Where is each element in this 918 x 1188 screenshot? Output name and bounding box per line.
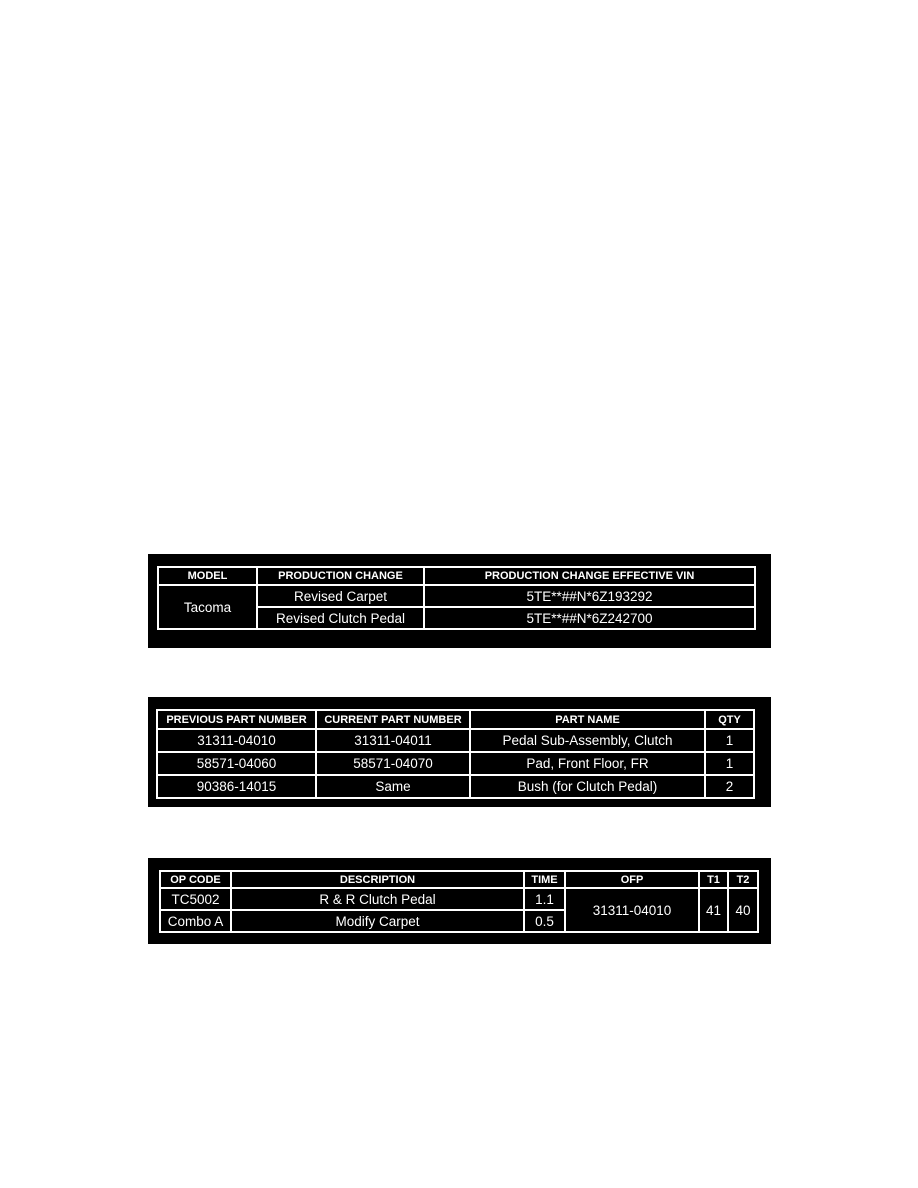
model-cell: Tacoma xyxy=(158,585,257,629)
header-qty: QTY xyxy=(705,710,754,729)
production-change-cell: Revised Carpet xyxy=(257,585,424,607)
parts-table xyxy=(156,709,755,799)
op-code-cell: Combo A xyxy=(160,910,231,932)
effective-vin-cell: 5TE**##N*6Z193292 xyxy=(424,585,755,607)
time-cell: 0.5 xyxy=(524,910,565,932)
table-header-row xyxy=(158,567,755,585)
op-code-cell: TC5002 xyxy=(160,888,231,910)
header-t1: T1 xyxy=(699,871,728,888)
table-header-row xyxy=(157,710,754,729)
header-op-code: OP CODE xyxy=(160,871,231,888)
warranty-panel xyxy=(148,858,771,944)
description-cell: R & R Clutch Pedal xyxy=(231,888,524,910)
production-change-cell: Revised Clutch Pedal xyxy=(257,607,424,629)
production-change-table xyxy=(157,566,756,630)
header-ofp: OFP xyxy=(565,871,699,888)
current-part-number-cell: 31311-04011 xyxy=(316,729,470,752)
header-current-part-number: CURRENT PART NUMBER xyxy=(316,710,470,729)
previous-part-number-cell: 90386-14015 xyxy=(157,775,316,798)
previous-part-number-cell: 31311-04010 xyxy=(157,729,316,752)
header-t2: T2 xyxy=(728,871,758,888)
table-row xyxy=(158,585,755,607)
header-time: TIME xyxy=(524,871,565,888)
part-name-cell: Pad, Front Floor, FR xyxy=(470,752,705,775)
header-part-name: PART NAME xyxy=(470,710,705,729)
ofp-cell: 31311-04010 xyxy=(565,888,699,932)
table-header-row xyxy=(160,871,758,888)
qty-cell: 1 xyxy=(705,752,754,775)
previous-part-number-cell: 58571-04060 xyxy=(157,752,316,775)
header-production-change: PRODUCTION CHANGE xyxy=(257,567,424,585)
description-cell: Modify Carpet xyxy=(231,910,524,932)
part-name-cell: Bush (for Clutch Pedal) xyxy=(470,775,705,798)
production-change-panel xyxy=(148,554,771,648)
current-part-number-cell: Same xyxy=(316,775,470,798)
current-part-number-cell: 58571-04070 xyxy=(316,752,470,775)
qty-cell: 2 xyxy=(705,775,754,798)
op-code-table xyxy=(159,870,759,933)
table-row xyxy=(157,729,754,752)
header-description: DESCRIPTION xyxy=(231,871,524,888)
parts-panel xyxy=(148,697,771,807)
time-cell: 1.1 xyxy=(524,888,565,910)
t2-cell: 40 xyxy=(728,888,758,932)
table-row xyxy=(160,888,758,910)
qty-cell: 1 xyxy=(705,729,754,752)
table-row xyxy=(157,752,754,775)
effective-vin-cell: 5TE**##N*6Z242700 xyxy=(424,607,755,629)
header-model: MODEL xyxy=(158,567,257,585)
header-previous-part-number: PREVIOUS PART NUMBER xyxy=(157,710,316,729)
part-name-cell: Pedal Sub-Assembly, Clutch xyxy=(470,729,705,752)
header-effective-vin: PRODUCTION CHANGE EFFECTIVE VIN xyxy=(424,567,755,585)
table-row xyxy=(157,775,754,798)
t1-cell: 41 xyxy=(699,888,728,932)
